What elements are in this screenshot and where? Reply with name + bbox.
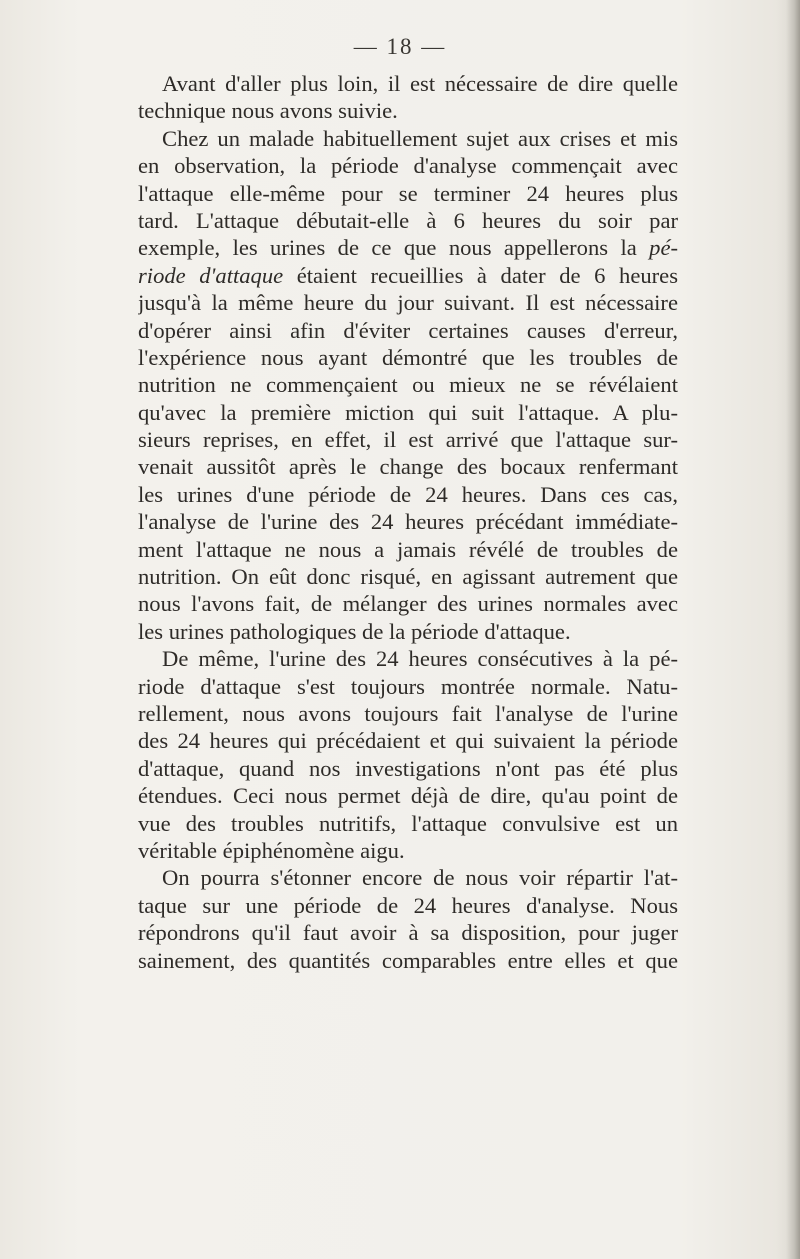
italic-term: riode d'attaque (138, 262, 284, 288)
body-text (138, 70, 678, 974)
text-line: les urines pathologiques de la période d'attaque. (138, 618, 571, 644)
text-line: d'attaque, quand nos investigations n'ont pas été plus (138, 755, 678, 781)
text-line: des 24 heures qui précédaient et qui suivaient la période (138, 728, 678, 754)
text-line: jusqu'à la même heure du jour suivant. Il est nécessaire (138, 290, 678, 316)
text-line: exemple, les urines de ce que nous appellerons la pé- (138, 235, 678, 261)
text-line: taque sur une période de 24 heures d'analyse. Nous (138, 892, 678, 918)
text-line: véritable épiphénomène aigu. (138, 837, 405, 863)
text-line: nous l'avons fait, de mélanger des urines normales avec (138, 591, 678, 617)
italic-term: pé- (649, 235, 678, 261)
text-line: nutrition ne commençaient ou mieux ne se révélaient (138, 372, 678, 398)
text-line: d'opérer ainsi afin d'éviter certaines causes d'erreur, (138, 317, 678, 343)
text-line: riode d'attaque s'est toujours montrée normale. Natu- (138, 673, 678, 699)
text-line: les urines d'une période de 24 heures. Dans ces cas, (138, 481, 678, 507)
text-line: vue des troubles nutritifs, l'attaque convulsive est un (138, 810, 678, 836)
text-line: rellement, nous avons toujours fait l'analyse de l'urine (138, 700, 678, 726)
page-number: — 18 — (353, 34, 447, 59)
text-line: riode d'attaque étaient recueillies à dater de 6 heures (138, 262, 678, 288)
text-line: répondrons qu'il faut avoir à sa disposition, pour juger (138, 920, 678, 946)
text-line: qu'avec la première miction qui suit l'attaque. A plu- (138, 399, 678, 425)
page-edge-shadow (786, 0, 800, 1259)
text-line: tard. L'attaque débutait-elle à 6 heures du soir par (138, 207, 678, 233)
text-line: venait aussitôt après le change des bocaux renfermant (138, 454, 678, 480)
text-line: nutrition. On eût donc risqué, en agissant autrement que (138, 564, 678, 590)
text-line: Chez un malade habituellement sujet aux crises et mis (162, 125, 678, 151)
text-line: en observation, la période d'analyse commençait avec (138, 153, 678, 179)
text-line: sieurs reprises, en effet, il est arrivé que l'attaque sur- (138, 427, 678, 453)
text-line: Avant d'aller plus loin, il est nécessaire de dire quelle (162, 71, 678, 96)
text-line: sainement, des quantités comparables entre elles et que (138, 947, 678, 973)
text-line: De même, l'urine des 24 heures consécutives à la pé- (162, 646, 678, 672)
text-line: ment l'attaque ne nous a jamais révélé de troubles de (138, 536, 678, 562)
text-line: étendues. Ceci nous permet déjà de dire, qu'au point de (138, 783, 678, 809)
text-line: l'attaque elle-même pour se terminer 24 heures plus (138, 180, 678, 206)
text-line: On pourra s'étonner encore de nous voir répartir l'at- (162, 865, 678, 891)
text-line: l'analyse de l'urine des 24 heures précédant immédiate- (138, 509, 678, 535)
text-line: l'expérience nous ayant démontré que les troubles de (138, 344, 678, 370)
text-line: technique nous avons suivie. (138, 98, 398, 124)
